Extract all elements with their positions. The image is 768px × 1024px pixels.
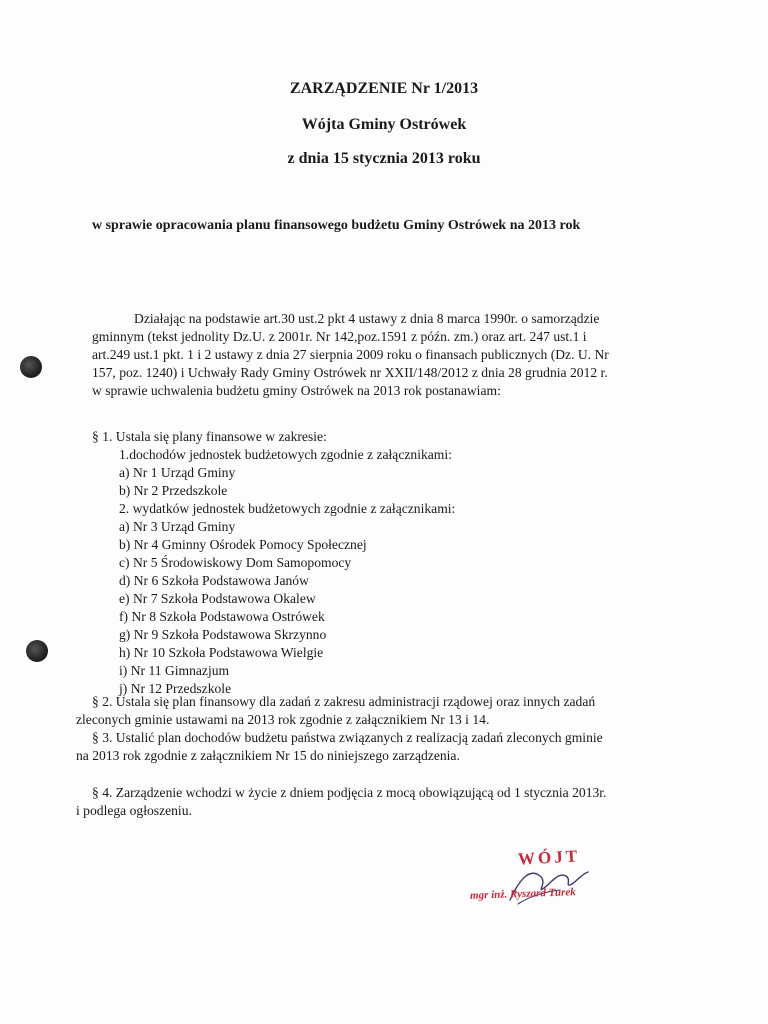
paragraph-line: zleconych gminie ustawami na 2013 rok zgodnie z załącznikiem Nr 13 i 14. <box>76 712 490 727</box>
paragraph-2-3 <box>76 693 603 765</box>
intro-line: art.249 ust.1 pkt. 1 i 2 ustawy z dnia 27 sierpnia 2009 roku o finansach publicznych (Dz. U. Nr <box>92 347 609 362</box>
list-item: a) Nr 3 Urząd Gminy <box>119 519 236 534</box>
paragraph-line: § 4. Zarządzenie wchodzi w życie z dniem podjęcia z mocą obowiązującą od 1 stycznia 2013r. <box>92 785 607 800</box>
list-item: c) Nr 5 Środowiskowy Dom Samopomocy <box>119 555 352 570</box>
list-item: a) Nr 1 Urząd Gminy <box>119 465 236 480</box>
issuer-line: Wójta Gminy Ostrówek <box>301 116 467 133</box>
intro-line: Działając na podstawie art.30 ust.2 pkt 4 ustawy z dnia 8 marca 1990r. o samorządzie <box>134 311 600 326</box>
section-title: 2. wydatków jednostek budżetowych zgodnie z załącznikami: <box>119 501 456 516</box>
list-item: b) Nr 2 Przedszkole <box>119 483 228 498</box>
punch-hole-bottom <box>26 640 48 662</box>
intro-line: w sprawie uchwalenia budżetu gminy Ostrówek na 2013 rok postanawiam: <box>92 383 501 398</box>
document-title: ZARZĄDZENIE Nr 1/2013 <box>289 80 479 97</box>
list-item: b) Nr 4 Gminny Ośrodek Pomocy Społecznej <box>119 537 367 552</box>
intro-line: 157, poz. 1240) i Uchwały Rady Gminy Ostrówek nr XXII/148/2012 z dnia 28 grudnia 2012 r. <box>92 365 608 380</box>
intro-line: gminnym (tekst jednolity Dz.U. z 2001r. Nr 142,poz.1591 z późn. zm.) oraz art. 247 ust.1 i <box>92 329 587 344</box>
list-item: f) Nr 8 Szkoła Podstawowa Ostrówek <box>119 609 325 624</box>
document-subject: w sprawie opracowania planu finansowego budżetu Gminy Ostrówek na 2013 rok <box>92 218 581 233</box>
intro-paragraph <box>92 310 609 400</box>
section-title: 1.dochodów jednostek budżetowych zgodnie z załącznikami: <box>119 447 452 462</box>
paragraph-4 <box>76 784 606 820</box>
handwritten-signature-icon <box>500 858 590 908</box>
signatory-name: mgr inż. Ryszard Turek <box>469 886 576 902</box>
list-item: e) Nr 7 Szkoła Podstawowa Okalew <box>119 591 316 606</box>
list-item: j) Nr 12 Przedszkole <box>119 681 232 696</box>
paragraph-line: § 3. Ustalić plan dochodów budżetu państwa związanych z realizacją zadań zleconych gminie <box>92 730 603 745</box>
paragraph-line: i podlega ogłoszeniu. <box>76 803 192 818</box>
list-item: g) Nr 9 Szkoła Podstawowa Skrzynno <box>119 627 327 642</box>
paragraph-heading: § 1. Ustala się plany finansowe w zakresie: <box>92 429 327 444</box>
list-item: h) Nr 10 Szkoła Podstawowa Wielgie <box>119 645 324 660</box>
paragraph-1 <box>92 428 455 698</box>
list-item: d) Nr 6 Szkoła Podstawowa Janów <box>119 573 309 588</box>
list-item: i) Nr 11 Gimnazjum <box>119 663 230 678</box>
paragraph-line: na 2013 rok zgodnie z załącznikiem Nr 15 do niniejszego zarządzenia. <box>76 748 460 763</box>
signature-title: WÓJT <box>517 846 581 869</box>
punch-hole-top <box>20 356 42 378</box>
signature-stamp <box>470 840 650 910</box>
date-line: z dnia 15 stycznia 2013 roku <box>287 150 481 167</box>
paragraph-line: § 2. Ustala się plan finansowy dla zadań z zakresu administracji rządowej oraz innych zadań <box>92 694 596 709</box>
